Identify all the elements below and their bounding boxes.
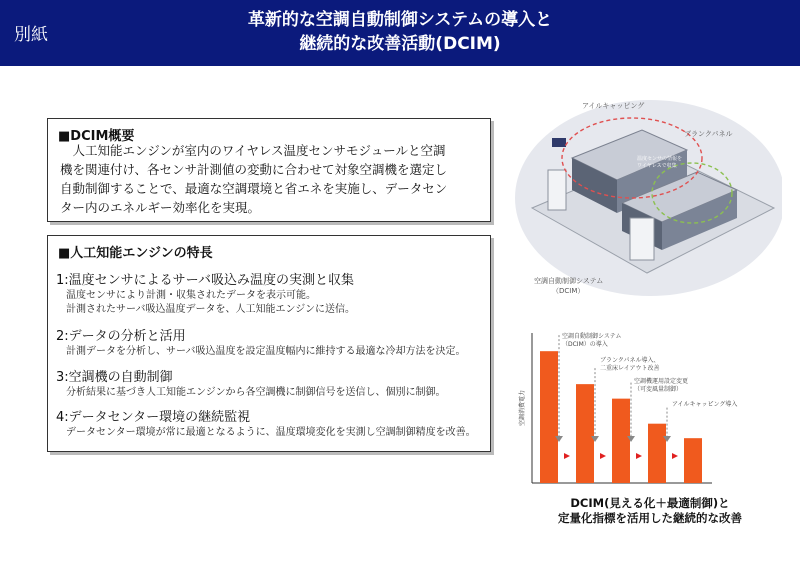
overview-line: 自動制御することで、最適な空調環境と省エネを実施し、データセン	[60, 181, 448, 196]
step-arrow-icon	[564, 453, 570, 459]
air-conditioner-unit	[630, 218, 654, 260]
power-reduction-chart	[512, 328, 782, 496]
title-line-2: 継続的な改善活動(DCIM)	[299, 34, 501, 54]
chart-annotation: 空調自動制御システム	[562, 333, 622, 340]
datacenter-illustration	[512, 98, 782, 303]
feature-desc: 温度センサにより計測・収集されたデータを表示可能。	[66, 290, 316, 301]
overview-text	[60, 141, 485, 217]
dcim-overview-box	[47, 118, 491, 222]
blank-panel-label: ブランクパネル	[684, 130, 733, 138]
chart-annotation: 空調機運用設定変更	[634, 378, 689, 385]
title-line-1: 革新的な空調自動制御システムの導入と	[247, 10, 553, 30]
caption-line-2: 定量化指標を活用した継続的な改善	[558, 511, 742, 525]
feature-title: 4:データセンター環境の継続監視	[56, 410, 251, 425]
step-arrow-icon	[672, 453, 678, 459]
step-arrow-icon	[600, 453, 606, 459]
chart-bar	[540, 351, 558, 483]
overview-line: ター内のエネルギー効率化を実現。	[60, 200, 261, 215]
ai-features-box	[47, 235, 491, 452]
wireless-router-icon	[552, 138, 566, 147]
air-conditioner-unit	[548, 170, 566, 210]
feature-desc: 分析結果に基づき人工知能エンジンから各空調機に制御信号を送信し、個別に制御。	[66, 387, 446, 398]
overview-line: 機を関連付け、各センサ計測値の変動に合わせて対象空調機を選定し	[60, 162, 448, 177]
chart-annotation: （可変風量制御）	[634, 386, 683, 393]
overview-heading: ■DCIM概要	[58, 129, 135, 144]
chart-bar	[612, 399, 630, 483]
chart-bar	[684, 438, 702, 483]
feature-item-2	[56, 328, 486, 359]
aisle-capping-label: アイルキャッピング	[582, 102, 645, 110]
features-heading: ■人工知能エンジンの特長	[58, 246, 213, 261]
header-bar	[0, 0, 800, 66]
chart-annotation: 二重床レイアウト改善	[600, 365, 660, 372]
chart-annotation: アイルキャッピング導入	[672, 401, 738, 408]
chart-bar	[648, 424, 666, 483]
chart-annotation: ブランクパネル導入、	[600, 357, 660, 364]
sensor-label: 温度センサの情報を	[637, 156, 683, 162]
overview-line: 人工知能エンジンが室内のワイヤレス温度センサモジュールと空調	[60, 143, 446, 158]
feature-item-1	[56, 272, 486, 317]
sensor-label-2: ワイヤレスで収集	[637, 163, 677, 169]
caption-line-1: DCIM(見える化＋最適制御)と	[570, 496, 730, 510]
feature-item-4	[56, 409, 486, 440]
feature-desc: 計測されたサーバ吸込温度データを、人工知能エンジンに送信。	[66, 304, 355, 315]
step-arrow-icon	[636, 453, 642, 459]
chart-annotation: （DCIM）の導入	[562, 341, 608, 348]
page-title	[150, 8, 650, 56]
dcim-label: 空調自動制御システム	[534, 277, 604, 285]
feature-title: 3:空調機の自動制御	[56, 370, 173, 385]
feature-desc: 計測データを分析し、サーバ吸込温度を設定温度幅内に維持する最適な冷却方法を決定。	[66, 346, 466, 357]
feature-title: 1:温度センサによるサーバ吸込み温度の実測と収集	[56, 273, 355, 288]
feature-item-3	[56, 369, 486, 400]
feature-desc: データセンター環境が常に最適となるように、温度環境変化を実測し空調制御精度を改善。	[66, 427, 476, 438]
chart-caption	[520, 496, 780, 526]
y-axis-label: 空調消費電力	[519, 389, 526, 427]
feature-title: 2:データの分析と活用	[56, 329, 186, 344]
appendix-tag: 別紙	[14, 25, 48, 45]
dcim-label-2: （DCIM）	[552, 287, 585, 295]
chart-bar	[576, 384, 594, 483]
